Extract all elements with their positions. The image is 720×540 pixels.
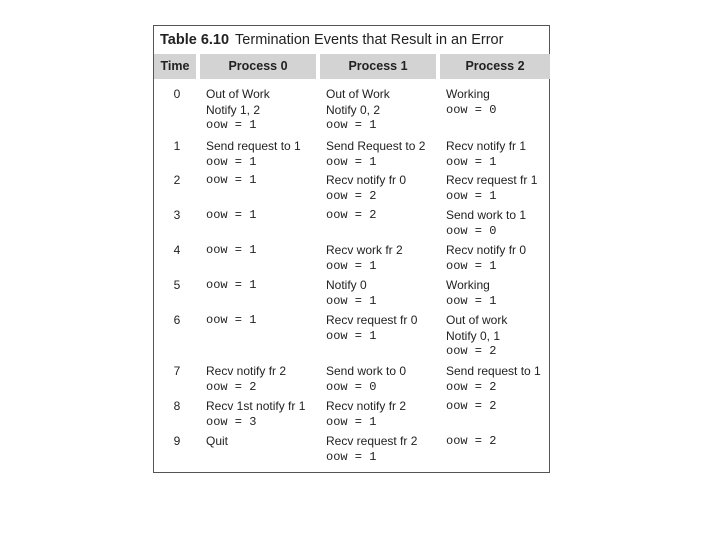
cell-line: Send work to 1 <box>446 208 527 222</box>
cell-line: oow = 1 <box>326 414 377 429</box>
process-1-cell <box>326 434 417 465</box>
cell-line: oow = 1 <box>446 293 497 308</box>
time-cell: 9 <box>173 434 181 448</box>
table-label: Table 6.10 <box>160 32 230 48</box>
process-2-cell <box>446 313 507 360</box>
cell-line: Notify 0, 2 <box>326 102 381 117</box>
header-time: Time <box>154 54 196 79</box>
time-cell: 7 <box>173 364 181 378</box>
process-0-cell <box>206 173 256 189</box>
process-2-cell <box>446 434 496 450</box>
time-cell: 4 <box>173 243 181 257</box>
cell-line: oow = 2 <box>446 434 497 448</box>
cell-line: oow = 1 <box>206 118 257 132</box>
cell-line: Send Request to 2 <box>326 139 426 153</box>
cell-line: Send request to 1 <box>446 364 541 378</box>
cell-line: oow = 3 <box>206 414 257 429</box>
process-0-cell <box>206 87 270 134</box>
cell-line: oow = 1 <box>326 258 377 273</box>
process-1-cell <box>326 139 425 170</box>
cell-line: Out of Work <box>326 87 390 101</box>
time-cell: 8 <box>173 399 181 413</box>
cell-line: oow = 2 <box>446 399 497 413</box>
cell-line: oow = 2 <box>446 344 497 358</box>
cell-line: oow = 1 <box>206 278 257 292</box>
header-process-2: Process 2 <box>440 54 550 79</box>
cell-line: Recv notify fr 2 <box>206 364 287 378</box>
cell-line: oow = 1 <box>326 328 377 343</box>
cell-line: Recv notify fr 2 <box>326 399 407 413</box>
process-1-cell <box>326 243 403 274</box>
time-cell: 1 <box>173 139 181 153</box>
time-cell: 6 <box>173 313 181 327</box>
cell-line: oow = 1 <box>206 243 257 257</box>
process-0-cell <box>206 399 305 430</box>
process-1-cell <box>326 364 406 395</box>
cell-line: Recv notify fr 0 <box>446 243 527 257</box>
cell-line: Recv 1st notify fr 1 <box>206 399 306 413</box>
table-header <box>154 54 549 79</box>
cell-line: oow = 1 <box>206 154 257 169</box>
cell-line: oow = 1 <box>446 154 497 169</box>
process-2-cell <box>446 243 526 274</box>
cell-line: Notify 0, 1 <box>446 328 501 343</box>
cell-line: Notify 1, 2 <box>206 102 261 117</box>
time-cell: 5 <box>173 278 181 292</box>
process-0-cell <box>206 434 228 450</box>
cell-line: oow = 2 <box>206 379 257 394</box>
cell-line: Notify 0 <box>326 278 367 292</box>
cell-line: oow = 2 <box>446 379 497 394</box>
cell-line: Working <box>446 87 490 101</box>
cell-line: Recv request fr 0 <box>326 313 418 327</box>
process-1-cell <box>326 278 376 309</box>
cell-line: oow = 1 <box>446 258 497 273</box>
cell-line: oow = 1 <box>206 173 257 187</box>
process-2-cell <box>446 208 526 239</box>
process-0-cell <box>206 208 256 224</box>
header-process-1: Process 1 <box>320 54 436 79</box>
time-cell: 3 <box>173 208 181 222</box>
cell-line: Recv notify fr 0 <box>326 173 407 187</box>
time-cell: 2 <box>173 173 181 187</box>
time-cell: 0 <box>173 87 181 101</box>
cell-line: oow = 1 <box>446 188 497 203</box>
process-1-cell <box>326 208 376 224</box>
cell-line: Out of Work <box>206 87 270 101</box>
process-2-cell <box>446 399 496 415</box>
process-2-cell <box>446 173 537 204</box>
cell-line: oow = 0 <box>326 379 377 394</box>
process-2-cell <box>446 139 526 170</box>
cell-line: Out of work <box>446 313 508 327</box>
cell-line: Send request to 1 <box>206 139 301 153</box>
process-0-cell <box>206 139 301 170</box>
cell-line: Recv request fr 1 <box>446 173 538 187</box>
header-process-0: Process 0 <box>200 54 316 79</box>
cell-line: oow = 0 <box>446 102 497 117</box>
process-1-cell <box>326 313 417 344</box>
cell-line: oow = 1 <box>206 313 257 327</box>
cell-line: oow = 0 <box>446 223 497 238</box>
cell-line: Working <box>446 278 490 292</box>
process-1-cell <box>326 87 390 134</box>
process-2-cell <box>446 87 496 118</box>
cell-line: Quit <box>206 434 229 448</box>
cell-line: oow = 2 <box>326 188 377 203</box>
cell-line: Recv request fr 2 <box>326 434 418 448</box>
cell-line: oow = 1 <box>326 118 377 132</box>
process-2-cell <box>446 278 496 309</box>
process-0-cell <box>206 364 286 395</box>
table-figure <box>153 25 550 473</box>
cell-line: oow = 1 <box>326 293 377 308</box>
process-2-cell <box>446 364 541 395</box>
cell-line: oow = 1 <box>206 208 257 222</box>
cell-line: Recv work fr 2 <box>326 243 403 257</box>
table-caption <box>160 32 503 48</box>
process-0-cell <box>206 313 256 329</box>
cell-line: Send work to 0 <box>326 364 407 378</box>
process-1-cell <box>326 173 406 204</box>
cell-line: oow = 1 <box>326 154 377 169</box>
cell-line: oow = 1 <box>326 449 377 464</box>
cell-line: oow = 2 <box>326 208 377 222</box>
process-0-cell <box>206 243 256 259</box>
process-0-cell <box>206 278 256 294</box>
table-title: Termination Events that Result in an Error <box>235 32 504 48</box>
cell-line: Recv notify fr 1 <box>446 139 527 153</box>
process-1-cell <box>326 399 406 430</box>
